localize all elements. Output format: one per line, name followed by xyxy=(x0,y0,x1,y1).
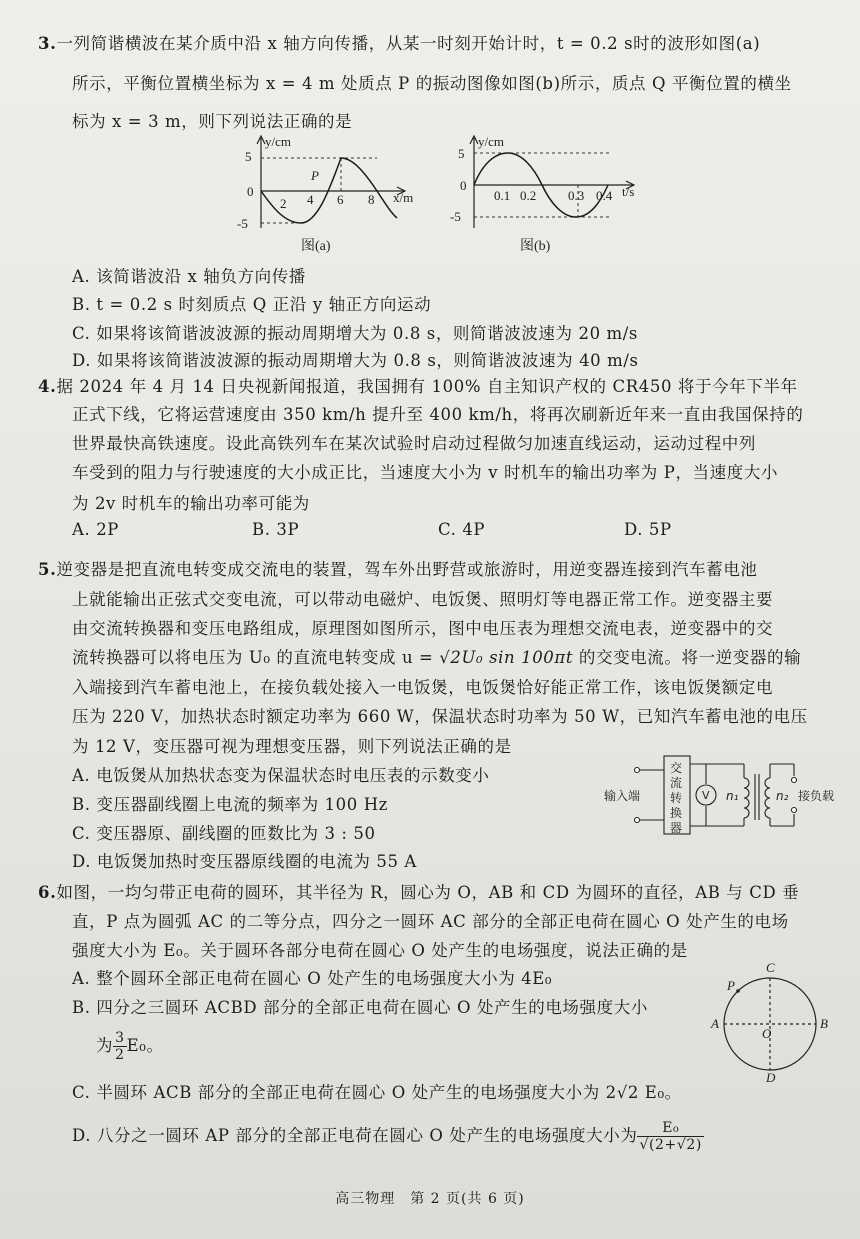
q4-option-b: B. 3P xyxy=(252,520,300,539)
q3-line2: 所示，平衡位置横坐标为 x = 4 m 处质点 P 的振动图像如图(b)所示，质点 Q 平衡位置的横坐 xyxy=(72,74,792,93)
circuit-converter-char3: 转 xyxy=(670,791,683,805)
q5-line4 xyxy=(72,644,801,668)
fig-a-ytop: 5 xyxy=(245,149,252,164)
ring-label-d: D xyxy=(766,1070,776,1083)
q3-number: 3. xyxy=(38,34,57,53)
fig-a-x8: 8 xyxy=(368,192,375,207)
fig-b-yzero: 0 xyxy=(460,178,467,193)
ring-label-o: O xyxy=(762,1026,772,1041)
ring-label-p: P xyxy=(727,978,735,993)
circuit-converter-char2: 流 xyxy=(670,776,683,790)
q5-text4c: 的交变电流。将一逆变器的输 xyxy=(573,648,802,667)
fig-b-ylabel: y/cm xyxy=(478,134,504,149)
q3-option-a: A. 该简谐波沿 x 轴负方向传播 xyxy=(72,267,306,286)
fig-a-x4: 4 xyxy=(307,192,314,207)
frac-den: 2 xyxy=(115,1047,125,1063)
q6-optd-text: D. 八分之一圆环 AP 部分的全部正电荷在圆心 O 处产生的电场强度大小为 xyxy=(72,1126,638,1145)
ring-label-b: B xyxy=(820,1016,828,1031)
q3-line1 xyxy=(38,30,760,54)
fig-b-t1: 0.1 xyxy=(494,188,511,203)
fraction-three-halves xyxy=(113,1030,127,1063)
q6-line1 xyxy=(38,879,799,903)
circuit-converter-char5: 器 xyxy=(670,821,683,835)
q6-optb-prefix: 为 xyxy=(96,1036,114,1055)
q3-option-b: B. t = 0.2 s 时刻质点 Q 正沿 y 轴正方向运动 xyxy=(72,295,432,314)
fig-b-ytop: 5 xyxy=(458,146,465,161)
fraction-e0-over-root xyxy=(637,1120,704,1153)
frac-den-d: √(2+√2) xyxy=(639,1137,702,1153)
fig-b-caption: 图(b) xyxy=(520,239,551,254)
q5-option-d: D. 电饭煲加热时变压器原线圈的电流为 55 A xyxy=(72,852,417,871)
fig-a-x2: 2 xyxy=(280,196,287,211)
q5-text1: 逆变器是把直流电转变成交流电的装置，驾车外出野营或旅游时，用逆变器连接到汽车蓄电池 xyxy=(56,560,758,579)
fig-b-t3: 0.3 xyxy=(568,188,585,203)
q5-line6: 压为 220 V，加热状态时额定功率为 660 W，保温状态时功率为 50 W，已知汽车蓄电池的电压 xyxy=(72,707,808,726)
q4-option-d: D. 5P xyxy=(624,520,672,539)
ring-label-c: C xyxy=(766,960,775,975)
ring-label-a: A xyxy=(711,1016,719,1031)
fig-a-point-p: P xyxy=(311,168,319,183)
q4-text1: 据 2024 年 4 月 14 日央视新闻报道，我国拥有 100% 自主知识产权的 CR450 将于今年下半年 xyxy=(56,377,798,396)
frac-num: 3 xyxy=(115,1030,125,1046)
q4-line3: 世界最快高铁速度。设此高铁列车在某次试验时启动过程做匀加速直线运动，运动过程中列 xyxy=(72,434,756,453)
q4-line5: 为 2v 时机车的输出功率可能为 xyxy=(72,494,310,513)
q4-line4: 车受到的阻力与行驶速度的大小成正比，当速度大小为 v 时机车的输出功率为 P，当速度大小 xyxy=(72,463,779,482)
q6-line3: 强度大小为 E₀。关于圆环各部分电荷在圆心 O 处产生的电场强度，说法正确的是 xyxy=(72,941,688,960)
coil-n1-label: n₁ xyxy=(726,789,739,803)
circuit-input-label: 输入端 xyxy=(604,789,641,803)
charged-ring-diagram xyxy=(705,958,835,1083)
q3-line3: 标为 x = 3 m，则下列说法正确的是 xyxy=(72,112,353,131)
fig-a-x6: 6 xyxy=(337,192,344,207)
q4-line1 xyxy=(38,373,798,397)
q5-number: 5. xyxy=(38,560,57,579)
q6-number: 6. xyxy=(38,883,57,902)
q6-option-b-line2 xyxy=(96,1030,164,1063)
fig-a-ylabel: y/cm xyxy=(265,134,291,149)
coil-n2-label: n₂ xyxy=(776,789,789,803)
fig-a-xlabel: x/m xyxy=(393,190,414,205)
q5-option-b: B. 变压器副线圈上电流的频率为 100 Hz xyxy=(72,795,388,814)
circuit-load-label: 接负载 xyxy=(798,789,834,803)
fig-a-ybottom: -5 xyxy=(237,216,248,231)
q5-line2: 上就能输出正弦式交变电流，可以带动电磁炉、电饭煲、照明灯等电器正常工作。逆变器主要 xyxy=(72,590,774,609)
q6-line2: 直，P 点为圆弧 AC 的二等分点，四分之一圆环 AC 部分的全部正电荷在圆心 O 处产生的电场 xyxy=(72,912,789,931)
q6-option-c: C. 半圆环 ACB 部分的全部正电荷在圆心 O 处产生的电场强度大小为 2√2 E₀。 xyxy=(72,1083,682,1102)
inverter-circuit-diagram xyxy=(604,750,834,842)
q5-option-c: C. 变压器原、副线圈的匝数比为 3 : 50 xyxy=(72,824,376,843)
voltmeter-label: V xyxy=(702,789,710,802)
fig-a-yzero: 0 xyxy=(247,184,254,199)
circuit-converter-char1: 交 xyxy=(670,761,683,775)
q4-option-a: A. 2P xyxy=(72,520,120,539)
fig-b-t2: 0.2 xyxy=(520,188,537,203)
q6-option-d xyxy=(72,1120,704,1153)
q5-option-a: A. 电饭煲从加热状态变为保温状态时电压表的示数变小 xyxy=(72,766,490,785)
q5-line5: 入端接到汽车蓄电池上，在接负载处接入一电饭煲，电饭煲恰好能正常工作，该电饭煲额定电 xyxy=(72,678,774,697)
q4-number: 4. xyxy=(38,377,57,396)
q6-option-b-line1: B. 四分之三圆环 ACBD 部分的全部正电荷在圆心 O 处产生的电场强度大小 xyxy=(72,998,648,1017)
q6-optb-suffix: E₀。 xyxy=(126,1036,164,1055)
q5-line1 xyxy=(38,556,758,580)
q5-line7: 为 12 V，变压器可视为理想变压器，则下列说法正确的是 xyxy=(72,737,512,756)
q5-text4a: 流转换器可以将电压为 U₀ 的直流电转变成 u = xyxy=(72,648,440,667)
fig-b-t4: 0.4 xyxy=(596,188,613,203)
q5-formula: √2U₀ sin 100πt xyxy=(439,648,574,667)
q3-option-c: C. 如果将该简谐波波源的振动周期增大为 0.8 s，则简谐波波速为 20 m/s xyxy=(72,324,638,343)
q6-text1: 如图，一均匀带正电荷的圆环，其半径为 R，圆心为 O，AB 和 CD 为圆环的直径，AB 与 CD 垂 xyxy=(56,883,800,902)
circuit-converter-char4: 换 xyxy=(670,806,683,820)
q6-option-a: A. 整个圆环全部正电荷在圆心 O 处产生的电场强度大小为 4E₀ xyxy=(72,969,553,988)
vibration-graph-b xyxy=(450,128,650,258)
frac-num-d: E₀ xyxy=(637,1120,704,1137)
fig-a-caption: 图(a) xyxy=(301,239,331,254)
fig-b-ybottom: -5 xyxy=(450,209,461,224)
wave-graph-a xyxy=(225,128,425,258)
q4-line2: 正式下线，它将运营速度由 350 km/h 提升至 400 km/h，将再次刷新近年来一直由我国保持的 xyxy=(72,405,804,424)
q4-option-c: C. 4P xyxy=(438,520,486,539)
fig-b-xlabel: t/s xyxy=(622,184,635,199)
q3-option-d: D. 如果将该简谐波波源的振动周期增大为 0.8 s，则简谐波波速为 40 m/s xyxy=(72,351,639,370)
q3-text1: 一列简谐横波在某介质中沿 x 轴方向传播，从某一时刻开始计时，t = 0.2 s时的波形如图(a) xyxy=(56,34,761,53)
q5-line3: 由交流转换器和变压电路组成，原理图如图所示，图中电压表为理想交流电表，逆变器中的交 xyxy=(72,619,774,638)
page-footer: 高三物理 第 2 页(共 6 页) xyxy=(335,1191,525,1207)
